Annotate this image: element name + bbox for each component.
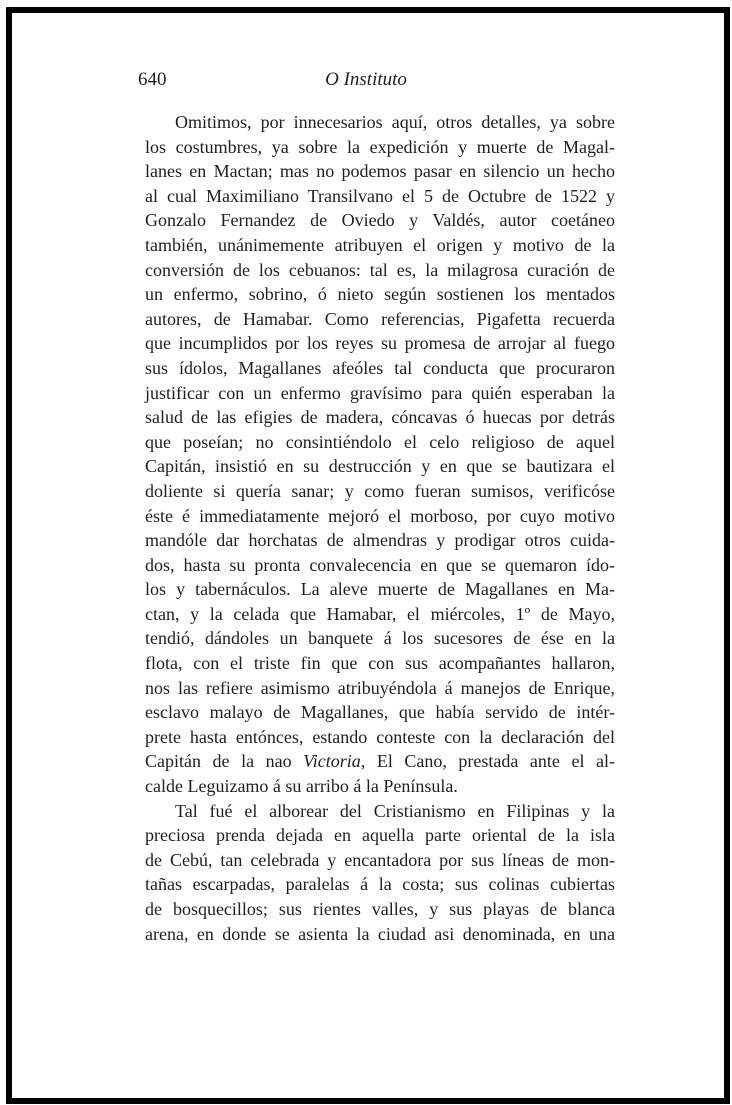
text-line: dos, hasta su pronta convalecencia en que se quemaron ído- — [145, 554, 615, 575]
text-line: esclavo malayo de Magallanes, que había servido de intér- — [145, 702, 615, 723]
text-line: arena, en donde se asienta la ciudad asi denominada, en una — [145, 923, 615, 944]
page-number: 640 — [138, 69, 167, 90]
text-line: tendió, dándoles un banquete á los sucesores de ése en la — [145, 628, 615, 649]
text-line: preciosa prenda dejada en aquella parte oriental de la isla — [145, 825, 615, 846]
text-line: sus ídolos, Magallanes afeóles tal conducta que procuraron — [145, 357, 615, 378]
text-fragment: El Cano, prestada ante el al- — [365, 751, 615, 772]
text-line: calde Leguizamo á su arribo á la Península. — [145, 776, 458, 797]
text-line: justificar con un enfermo gravísimo para quién esperaban la — [145, 382, 615, 403]
text-line: al cual Maximiliano Transilvano el 5 de Octubre de 1522 y — [145, 185, 615, 206]
text-line — [145, 749, 615, 774]
text-line: Gonzalo Fernandez de Oviedo y Valdés, autor coetáneo — [145, 210, 615, 231]
text-line: salud de las efigies de madera, cóncavas ó huecas por detrás — [145, 407, 615, 428]
paragraph-2 — [145, 799, 615, 947]
text-line: éste é immediatamente mejoró el morboso, por cuyo motivo — [145, 505, 615, 526]
text-line: Omitimos, por innecesarios aquí, otros detalles, ya sobre — [175, 112, 615, 132]
text-line: los y tabernáculos. La aleve muerte de Magallanes en Ma- — [145, 579, 615, 600]
text-line: de bosquecillos; sus rientes valles, y sus playas de blanca — [145, 899, 615, 919]
text-line: mandóle dar horchatas de almendras y prodigar otros cuida- — [145, 530, 615, 551]
text-line: de Cebú, tan celebrada y encantadora por sus líneas de mon- — [145, 849, 615, 870]
paragraph-1 — [145, 110, 615, 799]
text-line: tañas escarpadas, paralelas á la costa; sus colinas cubiertas — [145, 874, 615, 895]
text-line: prete hasta entónces, estando conteste con la declaración del — [145, 726, 615, 747]
text-line: que incumplidos por los reyes su promesa de arrojar al fuego — [145, 333, 615, 354]
body-text — [145, 110, 615, 946]
text-line: conversión de los cebuanos: tal es, la milagrosa curación de — [145, 259, 615, 280]
ship-name: Victoria, — [303, 751, 366, 772]
text-line: flota, con el triste fin que con sus acompañantes hallaron, — [145, 653, 615, 674]
text-line: autores, de Hamabar. Como referencias, Pigafetta recuerda — [145, 308, 615, 329]
text-line: Tal fué el alborear del Cristianismo en Filipinas y la — [175, 800, 615, 821]
text-line: Capitán, insistió en su destrucción y en que se bautizara el — [145, 456, 615, 477]
text-line: lanes en Mactan; mas no podemos pasar en silencio un hecho — [145, 161, 615, 182]
text-line: un enfermo, sobrino, ó nieto según sostienen los mentados — [145, 284, 615, 305]
text-line: los costumbres, ya sobre la expedición y muerte de Magal- — [145, 136, 615, 157]
text-fragment: Capitán de la nao — [145, 751, 304, 772]
text-line: nos las refiere asimismo atribuyéndola á manejos de Enrique, — [145, 677, 615, 698]
text-line: también, unánimemente atribuyen el origen y motivo de la — [145, 234, 615, 255]
text-line: ctan, y la celada que Hamabar, el miércoles, 1º de Mayo, — [145, 603, 615, 624]
text-line: doliente si quería sanar; y como fueran sumisos, verificóse — [145, 480, 615, 501]
text-line: que poseían; no consintiéndolo el celo religioso de aquel — [145, 431, 615, 452]
running-title: O Instituto — [325, 69, 407, 90]
